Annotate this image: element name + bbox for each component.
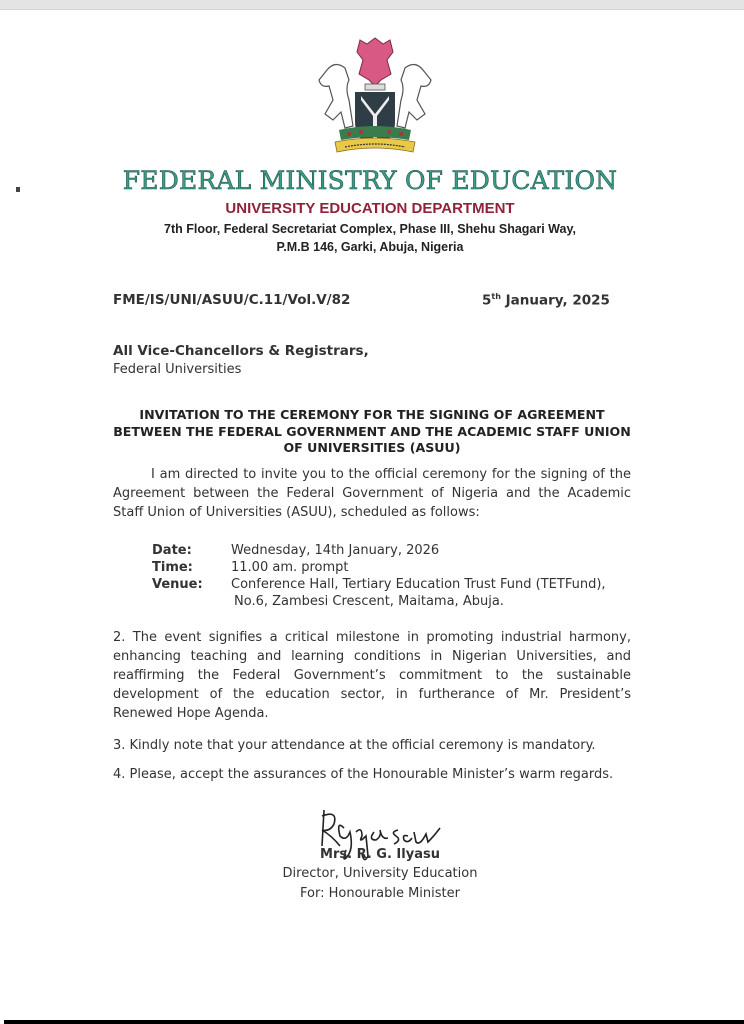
department-name: UNIVERSITY EDUCATION DEPARTMENT <box>225 200 515 217</box>
coat-of-arms-icon <box>305 30 445 162</box>
paragraph-4: 4. Please, accept the assurances of the Honourable Minister’s warm regards. <box>113 767 614 782</box>
ministry-name: FEDERAL MINISTRY OF EDUCATION <box>122 166 618 195</box>
addressee-line-2: Federal Universities <box>113 362 242 377</box>
schedule-time-row <box>152 559 606 576</box>
paragraph-3: 3. Kindly note that your attendance at the official ceremony is mandatory. <box>113 738 596 753</box>
date-day: 5 <box>482 292 492 309</box>
intro-paragraph: I am directed to invite you to the official ceremony for the signing of the Agreement between the Federal Government of Nigeria and the Academic Staff Union of Universities (ASUU), scheduled as follows: <box>113 467 631 520</box>
date-suffix: th <box>491 292 501 301</box>
signatory-for: For: Honourable Minister <box>300 886 460 901</box>
schedule-venue-value-1: Conference Hall, Tertiary Education Trust Fund (TETFund), <box>231 577 606 592</box>
addressee-line-1: All Vice-Chancellors & Registrars, <box>113 343 369 359</box>
address-line-1: 7th Floor, Federal Secretariat Complex, Phase III, Shehu Shagari Way, <box>164 222 576 236</box>
schedule-time-label: Time: <box>152 560 193 575</box>
schedule-venue-value-2: No.6, Zambesi Crescent, Maitama, Abuja. <box>234 594 504 609</box>
paragraph-2: 2. The event signifies a critical milestone in promoting industrial harmony, enhancing teaching and learning conditions in Nigerian Universities, and reaffirming the Federal Government’s commitment to the sustainable development of the education sector, in furtherance of Mr. President’s Renewed Hope Agenda. <box>113 630 631 721</box>
schedule-venue-label: Venue: <box>152 577 203 592</box>
viewer-bottom-bar <box>4 1020 744 1024</box>
signatory-title: Director, University Education <box>282 866 478 881</box>
reference-number: FME/IS/UNI/ASUU/C.11/Vol.V/82 <box>113 292 351 308</box>
date-rest: January, 2025 <box>500 292 610 309</box>
schedule-date-row <box>152 542 606 559</box>
schedule-date-label: Date: <box>152 543 192 558</box>
letter-title: INVITATION TO THE CEREMONY FOR THE SIGNING OF AGREEMENT BETWEEN THE FEDERAL GOVERNMENT AND THE ACADEMIC STAFF UNION OF UNIVERSITIES (ASUU) <box>113 407 631 455</box>
address-line-2: P.M.B 146, Garki, Abuja, Nigeria <box>276 240 464 254</box>
schedule-venue-row <box>152 576 606 593</box>
schedule-time-value: 11.00 am. prompt <box>231 560 349 575</box>
margin-mark <box>16 187 20 192</box>
schedule <box>152 542 606 610</box>
signatory-name: Mrs. R. G. Ilyasu <box>320 847 440 862</box>
schedule-date-value: Wednesday, 14th January, 2026 <box>231 543 440 558</box>
letter-date <box>482 292 610 309</box>
viewer-top-bar <box>0 0 744 10</box>
